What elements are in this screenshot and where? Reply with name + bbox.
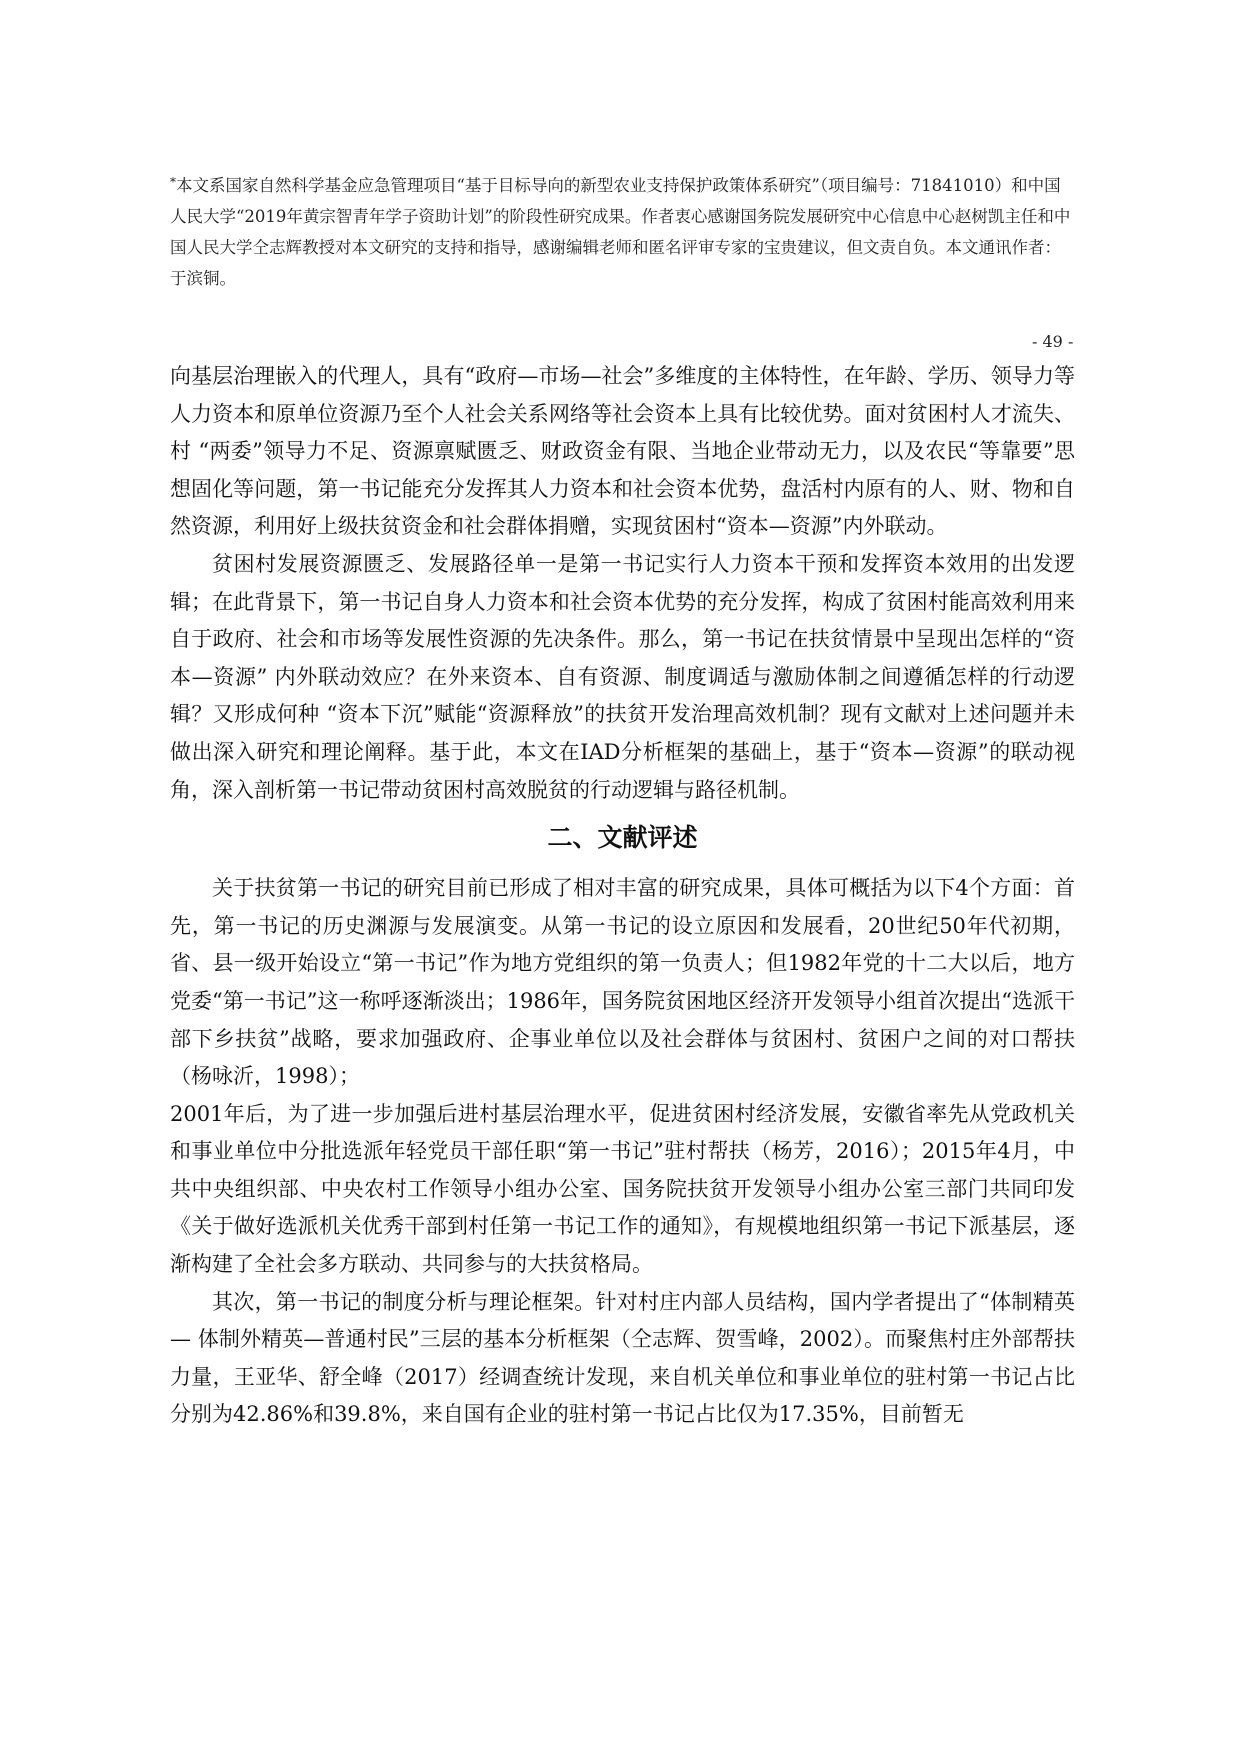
footnote-text: 本文系国家自然科学基金应急管理项目“基于目标导向的新型农业支持保护政策体系研究”（项目编号：71841010）和中国人民大学“2019年黄宗智青年学子资助计划”的阶段性研究成果。作者衷心感谢国务院发展研究中心信息中心赵树凯主任和中国人民大学仝志辉教授对本文研究的支持和指导，感谢编辑老师和匿名评审专家的宝贵建议，但文责自负。本文通讯作者：于滨铜。 <box>170 176 1071 288</box>
page-number: - 49 - <box>1032 332 1074 351</box>
footnote <box>170 170 1075 294</box>
paragraph-5: 其次，第一书记的制度分析与理论框架。针对村庄内部人员结构，国内学者提出了“体制精英— 体制外精英—普通村民”三层的基本分析框架（仝志辉、贺雪峰，2002）。而聚焦村庄外部帮扶力量，王亚华、舒全峰（2017）经调查统计发现，来自机关单位和事业单位的驻村第一书记占比分别为42.86%和39.8%，来自国有企业的驻村第一书记占比仅为17.35%，目前暂无 <box>170 1289 1075 1427</box>
main-body <box>170 358 1075 1434</box>
paragraph-3: 关于扶贫第一书记的研究目前已形成了相对丰富的研究成果，具体可概括为以下4个方面：首先，第一书记的历史渊源与发展演变。从第一书记的设立原因和发展看，20世纪50年代初期，省、县一级开始设立“第一书记”作为地方党组织的第一负责人；但1982年党的十二大以后，地方党委“第一书记”这一称呼逐渐淡出；1986年，国务院贫困地区经济开发领导小组首次提出“选派干部下乡扶贫”战略，要求加强政府、企事业单位以及社会群体与贫困村、贫困户之间的对口帮扶（杨咏沂，1998）； <box>170 876 1075 1089</box>
paragraph-1: 向基层治理嵌入的代理人，具有“政府—市场—社会”多维度的主体特性，在年龄、学历、领导力等人力资本和原单位资源乃至个人社会关系网络等社会资本上具有比较优势。面对贫困村人才流失、村 “两委”领导力不足、资源禀赋匮乏、财政资金有限、当地企业带动无力，以及农民“等靠要”思想固化等问题，第一书记能充分发挥其人力资本和社会资本优势，盘活村内原有的人、财、物和自然资源，利用好上级扶贫资金和社会群体捐赠，实现贫困村“资本—资源”内外联动。 <box>170 364 1075 539</box>
footnote-marker: * <box>170 175 176 189</box>
section-heading: 二、文献评述 <box>547 823 698 853</box>
paragraph-4: 2001年后，为了进一步加强后进村基层治理水平，促进贫困村经济发展，安徽省率先从党政机关和事业单位中分批选派年轻党员干部任职“第一书记”驻村帮扶（杨芳，2016）；2015年4月，中共中央组织部、中央农村工作领导小组办公室、国务院扶贫开发领导小组办公室三部门共同印发《关于做好选派机关优秀干部到村任第一书记工作的通知》，有规模地组织第一书记下派基层，逐渐构建了全社会多方联动、共同参与的大扶贫格局。 <box>170 1101 1075 1277</box>
paragraph-2: 贫困村发展资源匮乏、发展路径单一是第一书记实行人力资本干预和发挥资本效用的出发逻辑；在此背景下，第一书记自身人力资本和社会资本优势的充分发挥，构成了贫困村能高效利用来自于政府、社会和市场等发展性资源的先决条件。那么，第一书记在扶贫情景中呈现出怎样的“资本—资源” 内外联动效应？在外来资本、自有资源、制度调适与激励体制之间遵循怎样的行动逻辑？又形成何种 “资本下沉”赋能“资源释放”的扶贫开发治理高效机制？现有文献对上述问题并未做出深入研究和理论阐释。基于此，本文在IAD分析框架的基础上，基于“资本—资源”的联动视角，深入剖析第一书记带动贫困村高效脱贫的行动逻辑与路径机制。 <box>170 551 1075 802</box>
